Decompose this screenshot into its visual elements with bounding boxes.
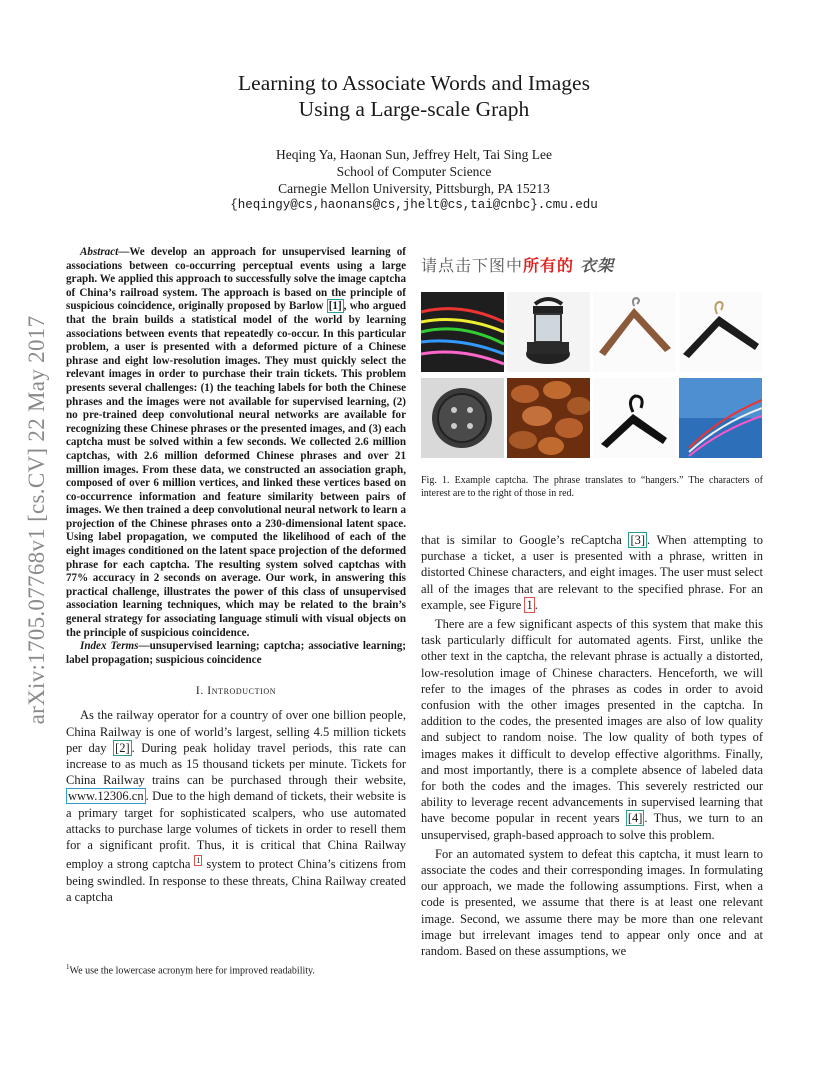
affiliation-school: School of Computer Science [336, 164, 492, 179]
captcha-image-hanger-black [679, 292, 762, 372]
captcha-phrase-red: 所有的 [523, 256, 575, 275]
footnote-text: We use the lowercase acronym here for improved readability. [69, 965, 315, 977]
right-column [421, 532, 763, 959]
captcha-image-cables [421, 292, 504, 372]
footnote [66, 961, 406, 977]
captcha-phrase-target: 衣架 [580, 256, 615, 275]
intro-text-3: . Due to the high demand of tickets, their website is a primary target for sophisticated scalpers, who use automated attacks to purchase large volumes of tickets in order to resell them for a significant profit. Thus, it is critical that China Railway employ a strong captcha [66, 789, 406, 872]
abstract-text-1: —We develop an approach for unsupervised learning of associations between co-occurring perceptual events using a large graph. We applied this approach to successfully solve the image captcha of China’s railroad system. The approach is based on the principle of suspicious coincidence, originally proposed by Barlow [66, 246, 406, 313]
website-link[interactable]: www.12306.cn [68, 789, 144, 804]
intro-paragraph-1 [66, 707, 406, 905]
captcha-image-wires [679, 378, 762, 458]
intro-text-4: system to protect China’s citizens from being swindled. In response to these threats, China Railway created a captcha [66, 857, 406, 904]
author-emails: {heqingy@cs,haonans@cs,jhelt@cs,tai@cnbc}.cmu.edu [230, 198, 598, 212]
captcha-phrase-grey: 请点击下图中 [421, 256, 524, 275]
citation-link-1[interactable]: [1] [328, 300, 342, 313]
citation-link-2[interactable]: [2] [115, 740, 130, 755]
arxiv-side-stamp [20, 280, 54, 760]
left-column [66, 246, 406, 905]
captcha-image-button [421, 378, 504, 458]
abstract-text-2: , who argued that the brain builds a statistical model of the world by learning associations between events that repeatedly co-occur. In this particular problem, a user is presented with a deformed picture of a Chinese phrase and eight low-resolution images. They must quickly select the relevant images in order to purchase their train tickets. This problem presents several challenges: (1) the teaching labels for both the Chinese phrases and the images were not available for supervised learning, (2) no pre-trained deep convolutional neural networks are available for recognizing these Chinese phrases or the presented images, and (3) each captcha must be solved within a few seconds. We collected 2.6 million captchas, with 2.6 million deformed Chinese phrases and over 21 million images. From these data, we constructed an association graph, composed of over 6 million vertices, and linked these vertices based on co-occurrence information and feature similarity between pairs of images. We then trained a deep convolutional neural network to learn a projection of the Chinese phrases onto a 230-dimensional latent space. Using label propagation, we computed the likelihood of each of the eight images conditioned on the latent space projection of the deformed phrase for each captcha. The resulting system solved captchas with 77% accuracy in 2 seconds on average. Our work, in answering this practical challenge, illustrates the power of this class of unsupervised association learning techniques, which may be related to the brain’s general strategy for associating language stimuli with visual objects on the principle of suspicious coincidence. [66, 300, 406, 639]
right-p0-text-1: that is similar to Google’s reCaptcha [421, 533, 629, 547]
right-p0-text-2: . When attempting to purchase a ticket, a user is presented with a phrase, written in distorted Chinese characters, and eight images. The user must select all of the images that are relevant to the specified phrase. For an example, see Figure [421, 533, 763, 612]
right-paragraph-2: For an automated system to defeat this captcha, it must learn to associate the codes and their corresponding images. In formulating our approach, we made the following assumptions. First, when a code is presented, we assume that there is at least one relevant image. Second, we assume there may be more than one relevant image but irrelevant images tend to appear only once and at random. Based on these assumptions, we [421, 846, 763, 959]
intro-text-1: As the railway operator for a country of over one billion people, China Railway is one of world’s largest, selling 4.5 million tickets per day [66, 708, 406, 755]
right-paragraph-0 [421, 532, 763, 613]
abstract-lead: Abstract [80, 246, 119, 258]
citation-link-4[interactable]: [4] [627, 811, 643, 826]
captcha-image-hanger-wood [593, 292, 676, 372]
captcha-phrase [421, 253, 614, 276]
right-p1-text-1: There are a few significant aspects of this system that make this task particularly difficult for automated agents. First, unlike the other text in the captcha, the relevant phrase is actually a distorted, low-resolution image of Chinese characters. Henceforth, we will refer to the images of the phrases as codes in order to avoid confusion with the other images presented in the captcha. In addition to the codes, the presented images are also of low quality and subject to random noise. The low quality of both types of images makes it difficult to develop effective algorithms. Finally, and most importantly, there is a complete absence of labeled data for both the codes and the images. This severely restricted our ability to leverage recent advancements in supervised learning that have become popular in recent years [421, 617, 763, 826]
intro-text-2: . During peak holiday travel periods, this rate can increase to as much as 15 thousand tickets per minute. Tickets for China Railway trains can be purchased through their website, [66, 740, 406, 788]
affiliation-university: Carnegie Mellon University, Pittsburgh, PA 15213 [278, 181, 550, 196]
figure-1-caption: Fig. 1. Example captcha. The phrase translates to “hangers.” The characters of interest are to the right of those in red. [421, 475, 763, 499]
abstract [66, 246, 406, 640]
right-p1-text-2: . Thus, we turn to an unsupervised, graph-based approach to solve this problem. [421, 811, 763, 842]
index-terms [66, 640, 406, 667]
author-block [150, 146, 678, 214]
section-heading-introduction: I. Introduction [195, 685, 277, 698]
arxiv-identifier: arXiv:1705.07768v1 [cs.CV] 22 May 2017 [24, 315, 49, 725]
footnote-mark: 1 [66, 963, 70, 971]
paper-title [150, 70, 678, 122]
title-line-2: Using a Large-scale Graph [298, 97, 530, 121]
author-names: Heqing Ya, Haonan Sun, Jeffrey Helt, Tai Sing Lee [275, 147, 552, 162]
captcha-image-almonds [507, 378, 590, 458]
title-line-1: Learning to Associate Words and Images [238, 71, 590, 95]
captcha-image-hanger-hook [593, 378, 676, 458]
footnote-link-1[interactable]: 1 [196, 856, 201, 866]
index-terms-text: —unsupervised learning; captcha; associative learning; label propagation; suspicious coincidence [66, 640, 406, 666]
right-p0-text-3: . [534, 597, 538, 612]
figure-link-1[interactable]: 1 [526, 597, 533, 612]
citation-link-3[interactable]: [3] [630, 533, 646, 547]
index-terms-lead: Index Terms [80, 640, 139, 653]
captcha-image-lantern [507, 292, 590, 372]
right-paragraph-1 [421, 616, 763, 843]
